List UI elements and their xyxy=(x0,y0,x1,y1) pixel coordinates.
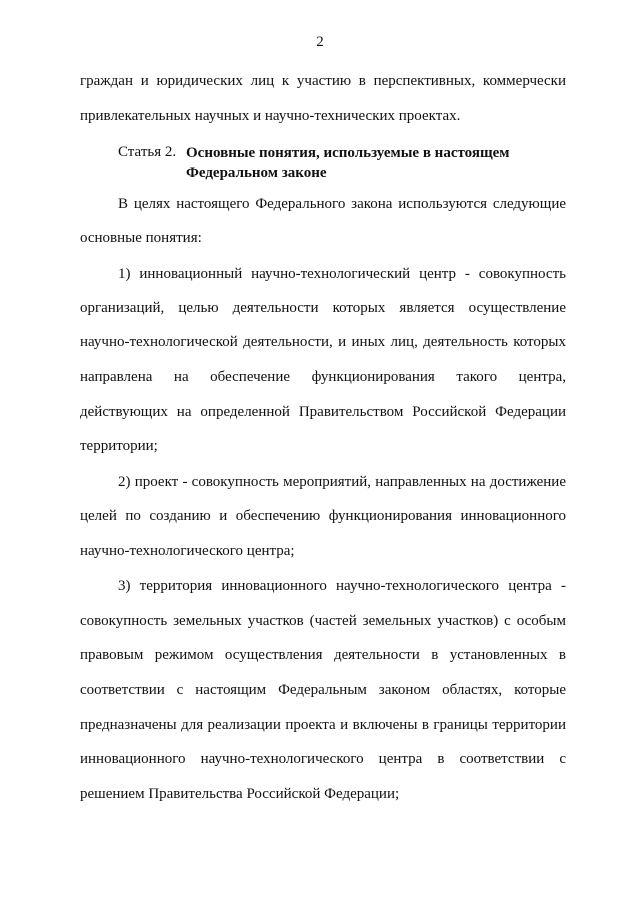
item2-line-3: научно-технологического центра; xyxy=(80,543,295,559)
lead-line-1: В целях настоящего Федерального закона используются следующие xyxy=(118,196,566,212)
article-title xyxy=(186,143,510,183)
page-number: 2 xyxy=(316,34,324,50)
article-title-line-2: Федеральном законе xyxy=(186,165,327,181)
item2-line-2: целей по созданию и обеспечению функционирования инновационного xyxy=(80,508,566,524)
intro-line-2: привлекательных научных и научно-технических проектах. xyxy=(80,108,461,124)
item1-line-3: научно-технологической деятельности, и иных лиц, деятельность которых xyxy=(80,334,566,350)
intro-line-1: граждан и юридических лиц к участию в перспективных, коммерчески xyxy=(80,73,566,89)
lead-line-2: основные понятия: xyxy=(80,230,202,246)
item3-line-5: предназначены для реализации проекта и включены в границы территории xyxy=(80,717,566,733)
article-title-line-1: Основные понятия, используемые в настоящем xyxy=(186,145,510,161)
item3-line-1: 3) территория инновационного научно-технологического центра - xyxy=(118,578,566,594)
article-label: Статья 2. xyxy=(118,144,177,160)
item1-line-6: территории; xyxy=(80,438,158,454)
item2-line-1: 2) проект - совокупность мероприятий, направленных на достижение xyxy=(118,474,566,490)
item1-line-2: организаций, целью деятельности которых является осуществление xyxy=(80,300,566,316)
item1-line-4: направлена на обеспечение функционирования такого центра, xyxy=(80,369,566,385)
item3-line-7: решением Правительства Российской Федерации; xyxy=(80,786,400,802)
item3-line-2: совокупность земельных участков (частей земельных участков) с особым xyxy=(80,613,566,629)
item3-line-4: соответствии с настоящим Федеральным законом областях, которые xyxy=(80,682,566,698)
item3-line-6: инновационного научно-технологического центра в соответствии с xyxy=(80,751,566,767)
item3-line-3: правовым режимом осуществления деятельности в установленных в xyxy=(80,647,566,663)
item1-line-1: 1) инновационный научно-технологический центр - совокупность xyxy=(118,266,566,282)
item1-line-5: действующих на определенной Правительством Российской Федерации xyxy=(80,404,566,420)
